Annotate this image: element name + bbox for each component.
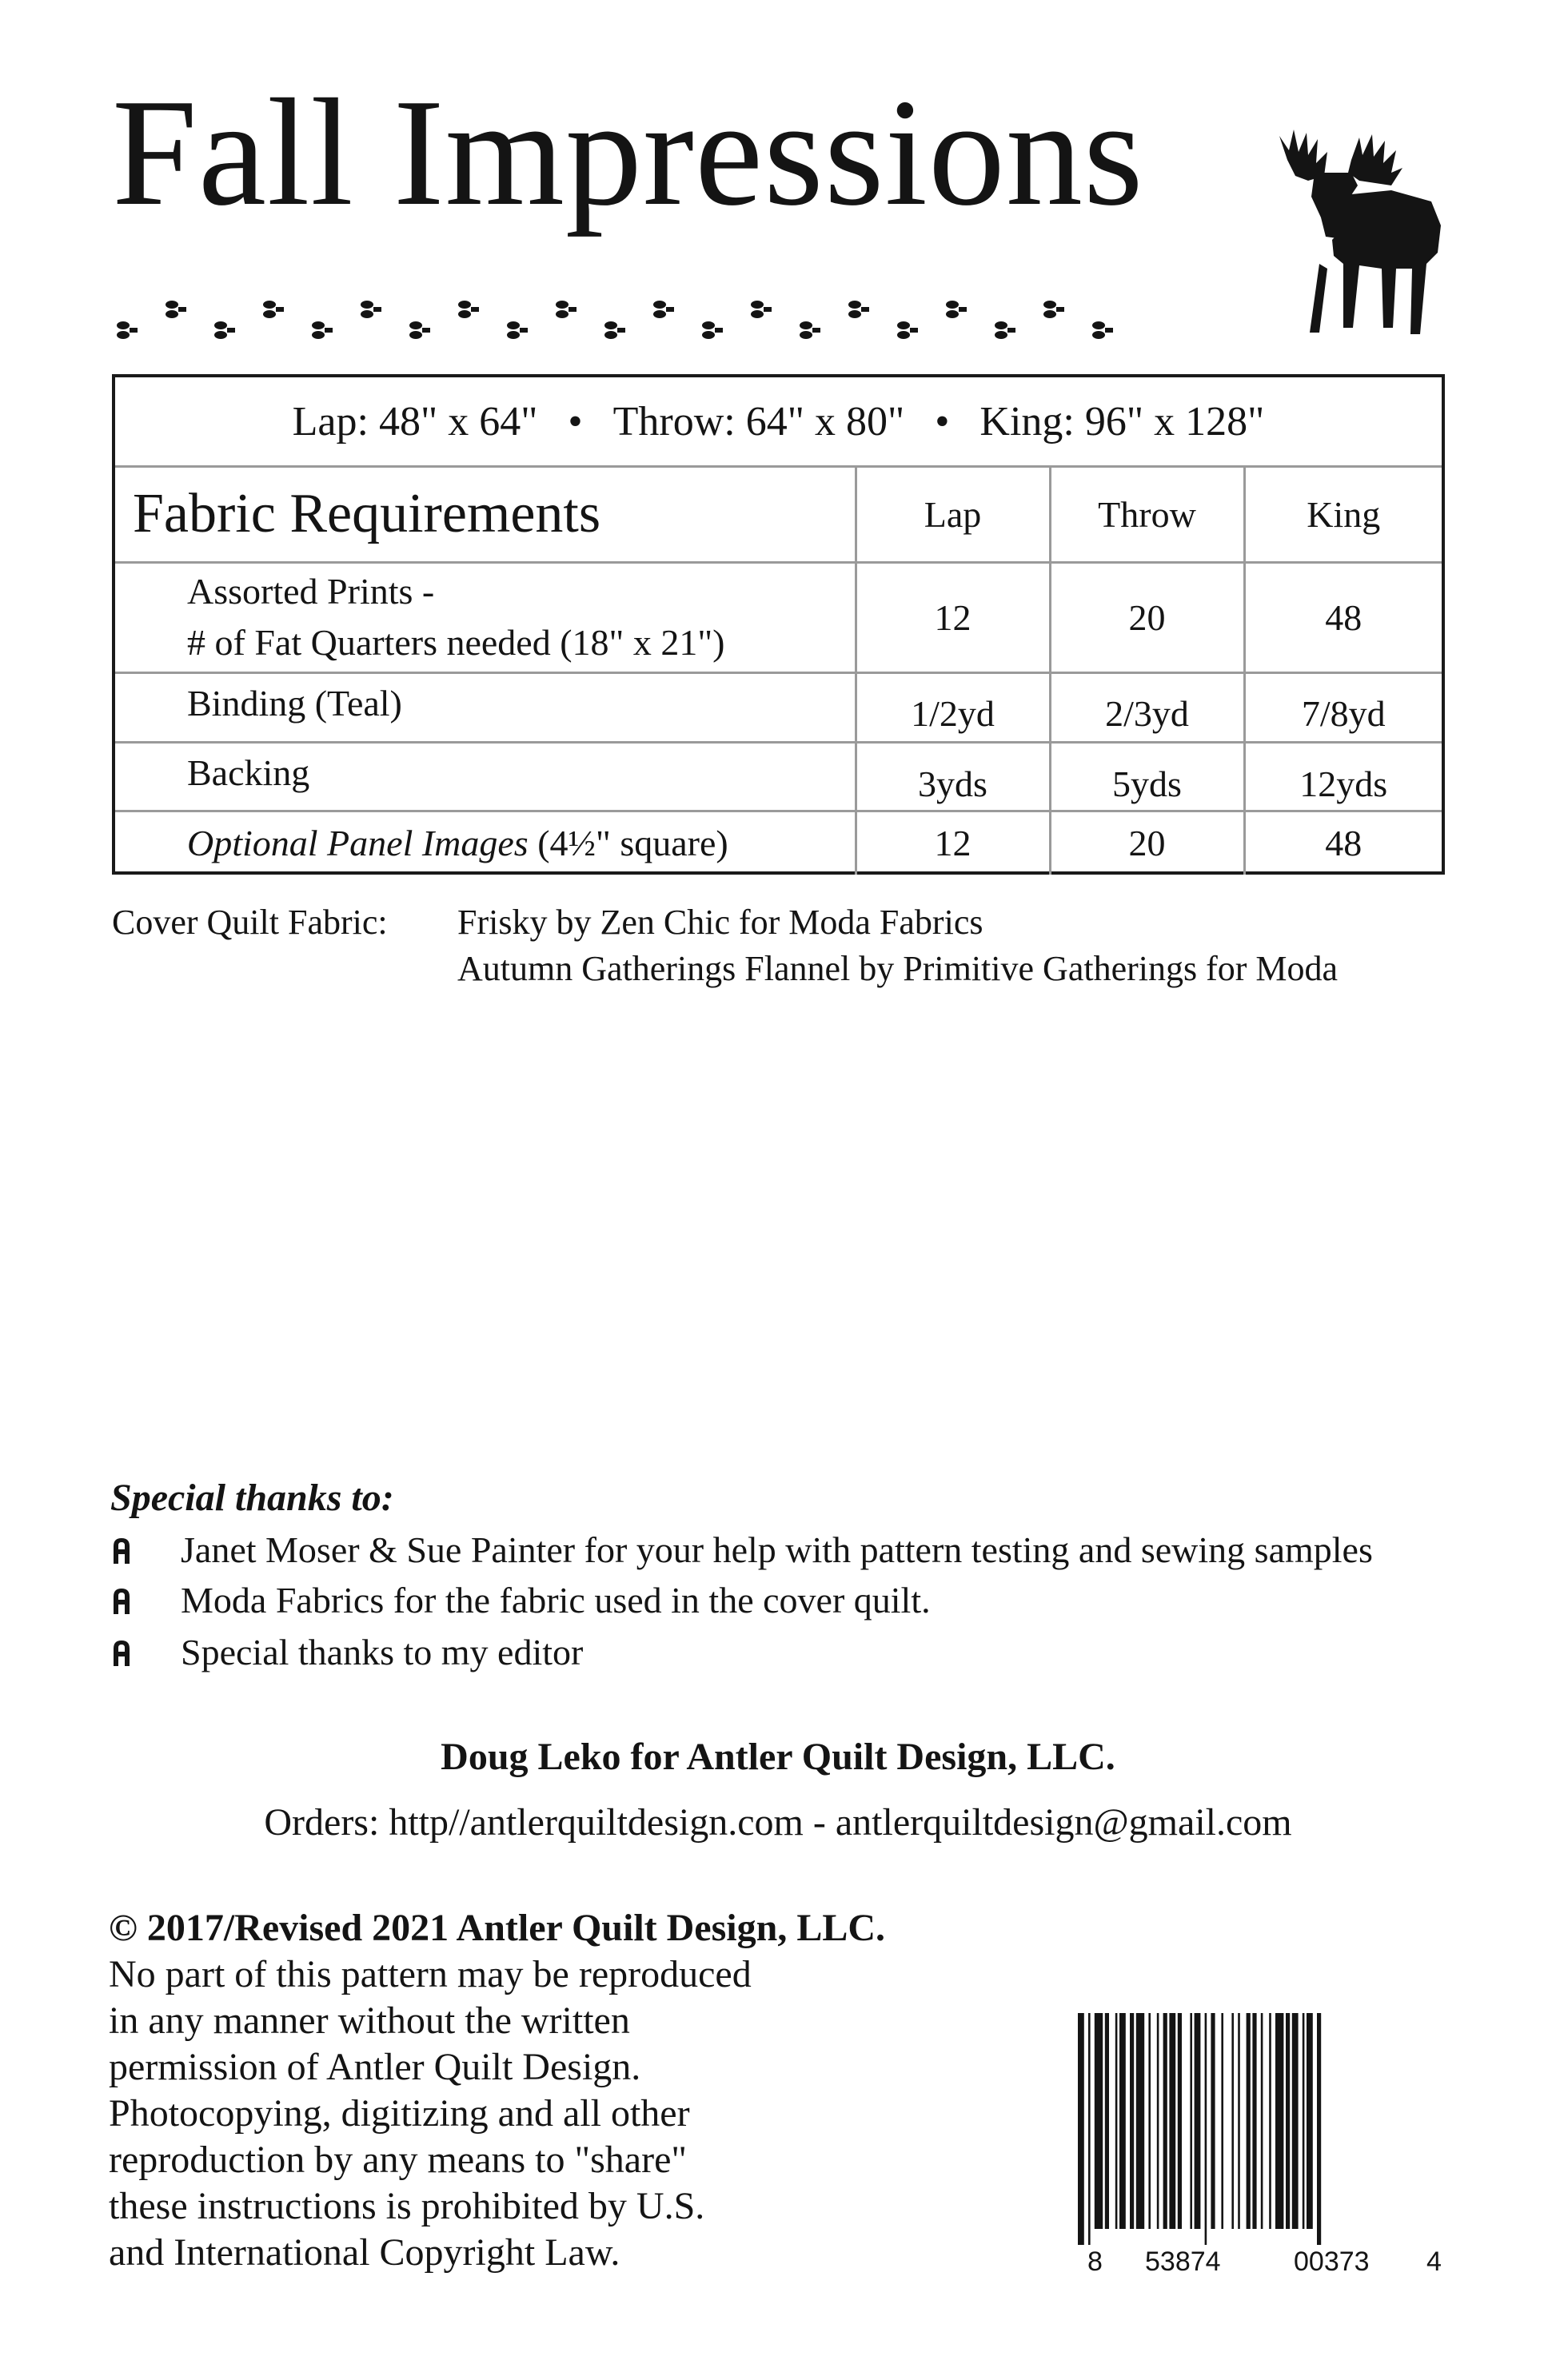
row-label-rest: (4½" square) bbox=[528, 823, 728, 864]
hoof-print-icon bbox=[751, 301, 772, 318]
hoof-print-icon bbox=[166, 301, 186, 318]
hoof-print-icon bbox=[263, 301, 284, 318]
thanks-text: Janet Moser & Sue Painter for your help with pattern testing and sewing samples bbox=[181, 1529, 1373, 1570]
hoof-print-icon bbox=[507, 321, 528, 339]
barcode-bar bbox=[1238, 2013, 1240, 2229]
barcode-bar bbox=[1105, 2013, 1109, 2229]
barcode-bar bbox=[1211, 2013, 1215, 2229]
barcode-bar bbox=[1157, 2013, 1159, 2229]
cover-fabric-label: Cover Quilt Fabric: bbox=[112, 903, 388, 942]
legal-line: in any manner without the written bbox=[109, 1999, 630, 2042]
barcode-bar bbox=[1317, 2013, 1321, 2245]
barcode-bar bbox=[1292, 2013, 1299, 2229]
hoof-print-icon bbox=[361, 301, 381, 318]
cell-lap: 12 bbox=[856, 562, 1050, 672]
hoof-print-icon bbox=[1043, 301, 1064, 318]
requirements-grid bbox=[115, 468, 1442, 875]
barcode-bar bbox=[1136, 2013, 1144, 2229]
cell-throw: 20 bbox=[1050, 562, 1244, 672]
legal-line: Photocopying, digitizing and all other bbox=[109, 2092, 690, 2135]
hoof-print-icon bbox=[556, 301, 577, 318]
cell-lap: 3yds bbox=[856, 742, 1050, 811]
barcode-bar bbox=[1190, 2013, 1192, 2229]
hoof-print-icon bbox=[897, 321, 918, 339]
table-header-row bbox=[115, 468, 1442, 562]
size-throw: Throw: 64" x 80" bbox=[612, 398, 905, 445]
barcode-bar bbox=[1078, 2013, 1084, 2245]
barcode bbox=[1071, 2013, 1447, 2277]
hoof-print-icon bbox=[604, 321, 625, 339]
cell-king: 48 bbox=[1244, 562, 1442, 672]
barcode-bar bbox=[1148, 2013, 1151, 2229]
cell-king: 48 bbox=[1325, 823, 1362, 864]
table-row bbox=[115, 811, 1442, 875]
fabric-requirements-table bbox=[112, 374, 1445, 875]
requirements-heading: Fabric Requirements bbox=[115, 468, 856, 562]
hoof-print-icon bbox=[848, 301, 869, 318]
barcode-bar bbox=[1269, 2013, 1271, 2229]
barcode-bar bbox=[1115, 2013, 1118, 2229]
legal-line: No part of this pattern may be reproduced bbox=[109, 1953, 752, 1995]
list-item bbox=[110, 1529, 1373, 1571]
barcode-digits: 00373 bbox=[1294, 2246, 1370, 2277]
legal-line: and International Copyright Law. bbox=[109, 2231, 620, 2274]
hoof-print-icon bbox=[1092, 321, 1113, 339]
thanks-text: Moda Fabrics for the fabric used in the cover quilt. bbox=[181, 1580, 931, 1621]
barcode-digits: 8 bbox=[1087, 2246, 1103, 2277]
cell-throw: 5yds bbox=[1050, 742, 1244, 811]
hoof-print-icon bbox=[458, 301, 479, 318]
barcode-bar bbox=[1088, 2013, 1091, 2245]
barcode-bar bbox=[1252, 2013, 1256, 2229]
cell-lap: 12 bbox=[856, 811, 1050, 875]
legal-line: these instructions is prohibited by U.S. bbox=[109, 2185, 705, 2227]
barcode-digits: 4 bbox=[1426, 2246, 1442, 2277]
barcode-bar bbox=[1195, 2013, 1201, 2229]
barcode-bar bbox=[1095, 2013, 1103, 2229]
designer-credit: Doug Leko for Antler Quilt Design, LLC. bbox=[441, 1736, 1115, 1778]
table-row bbox=[115, 742, 1442, 811]
table-row bbox=[115, 672, 1442, 742]
hoof-print-icon bbox=[800, 321, 820, 339]
list-item bbox=[110, 1631, 583, 1673]
row-label: Binding (Teal) bbox=[115, 672, 856, 742]
hoof-tracks-icon bbox=[112, 286, 1143, 342]
copyright-notice: © 2017/Revised 2021 Antler Quilt Design, LLC. bbox=[109, 1907, 886, 1949]
barcode-bar bbox=[1307, 2013, 1313, 2229]
hoof-print-icon bbox=[995, 321, 1015, 339]
barcode-bar bbox=[1275, 2013, 1283, 2229]
column-header-king: King bbox=[1244, 468, 1442, 562]
barcode-digits: 53874 bbox=[1145, 2246, 1221, 2277]
antler-bullet-icon bbox=[110, 1587, 133, 1614]
size-lap: Lap: 48" x 64" bbox=[292, 398, 538, 445]
hoof-print-icon bbox=[409, 321, 430, 339]
barcode-bar bbox=[1261, 2013, 1263, 2229]
thanks-text: Special thanks to my editor bbox=[181, 1632, 584, 1672]
hoof-print-icon bbox=[946, 301, 967, 318]
barcode-bar bbox=[1221, 2013, 1223, 2229]
hoof-print-icon bbox=[214, 321, 235, 339]
cell-throw: 20 bbox=[1050, 811, 1244, 875]
barcode-bar bbox=[1231, 2013, 1234, 2229]
antler-bullet-icon bbox=[110, 1537, 133, 1564]
thanks-heading: Special thanks to: bbox=[110, 1477, 394, 1519]
column-header-throw: Throw bbox=[1050, 468, 1244, 562]
table-row bbox=[115, 562, 1442, 672]
hoof-print-icon bbox=[702, 321, 723, 339]
row-label-line: Assorted Prints - bbox=[187, 571, 435, 612]
row-label bbox=[115, 562, 856, 672]
cover-fabric-line: Frisky by Zen Chic for Moda Fabrics bbox=[457, 903, 983, 942]
barcode-bar bbox=[1205, 2013, 1207, 2245]
barcode-bar bbox=[1286, 2013, 1290, 2229]
moose-silhouette-icon bbox=[1231, 128, 1455, 352]
size-separator: • bbox=[935, 398, 950, 445]
size-king: King: 96" x 128" bbox=[979, 398, 1265, 445]
barcode-bar bbox=[1169, 2013, 1175, 2229]
hoof-print-icon bbox=[653, 301, 674, 318]
barcode-bar bbox=[1130, 2013, 1134, 2229]
cell-king: 12yds bbox=[1244, 742, 1442, 811]
hoof-print-icon bbox=[312, 321, 333, 339]
barcode-bar bbox=[1178, 2013, 1182, 2229]
size-separator: • bbox=[568, 398, 583, 445]
quilt-sizes-row bbox=[115, 377, 1442, 468]
legal-line: permission of Antler Quilt Design. bbox=[109, 2046, 641, 2088]
antler-bullet-icon bbox=[110, 1639, 133, 1666]
barcode-bar bbox=[1119, 2013, 1126, 2229]
row-label bbox=[115, 811, 856, 875]
column-header-lap: Lap bbox=[856, 468, 1050, 562]
page-title: Fall Impressions bbox=[112, 67, 1144, 237]
row-label-line: # of Fat Quarters needed (18" x 21") bbox=[187, 622, 725, 663]
row-label-italic: Optional Panel Images bbox=[187, 823, 529, 864]
legal-line: reproduction by any means to "share" bbox=[109, 2139, 687, 2181]
row-label: Backing bbox=[115, 742, 856, 811]
orders-contact: Orders: http//antlerquiltdesign.com - antlerquiltdesign@gmail.com bbox=[264, 1801, 1292, 1844]
cover-fabric-line: Autumn Gatherings Flannel by Primitive Gatherings for Moda bbox=[457, 949, 1339, 988]
barcode-bar bbox=[1247, 2013, 1251, 2229]
list-item bbox=[110, 1579, 931, 1621]
cell-king: 7/8yd bbox=[1244, 672, 1442, 742]
barcode-bar bbox=[1163, 2013, 1167, 2229]
hoof-print-icon bbox=[117, 321, 138, 339]
cell-lap: 1/2yd bbox=[856, 672, 1050, 742]
barcode-bar bbox=[1303, 2013, 1305, 2229]
cell-throw: 2/3yd bbox=[1050, 672, 1244, 742]
